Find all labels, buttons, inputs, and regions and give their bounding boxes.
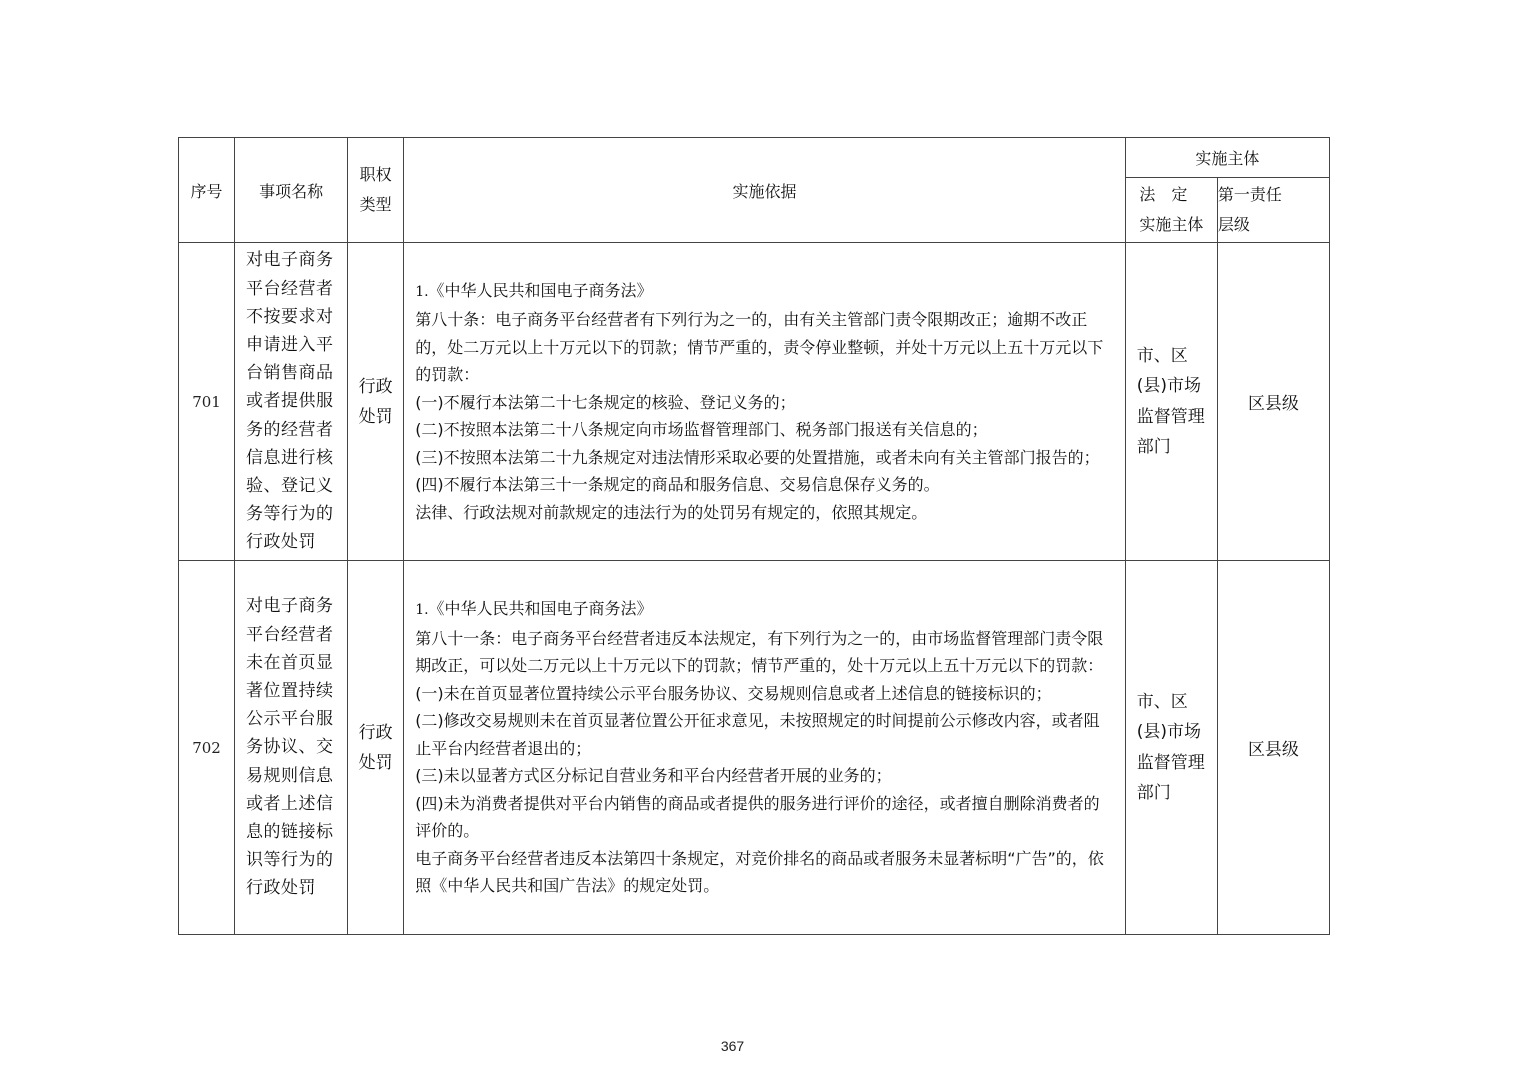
item-name: 对电子商务平台经营者未在首页显著位置持续公示平台服务协议、交易规则信息或者上述信息的链接标识等行为的行政处罚 <box>246 596 334 899</box>
responsibility-level: 区县级 <box>1217 243 1329 561</box>
basis-paragraph: 第八十条：电子商务平台经营者有下列行为之一的，由有关主管部门责令限期改正；逾期不改正的，处二万元以上十万元以下的罚款；情节严重的，责令停业整顿，并处十万元以上五十万元以下的罚款： <box>415 310 1104 385</box>
basis-paragraph: 电子商务平台经营者违反本法第四十条规定，对竞价排名的商品或者服务未显著标明“广告”的，依照《中华人民共和国广告法》的规定处罚。 <box>415 848 1104 896</box>
legal-basis-cell <box>404 561 1126 935</box>
basis-paragraph: (四)未为消费者提供对平台内销售的商品或者提供的服务进行评价的途径，或者擅自删除消费者的评价的。 <box>415 793 1100 841</box>
header-type <box>348 138 404 243</box>
header-name: 事项名称 <box>235 138 348 243</box>
item-name: 对电子商务平台经营者不按要求对申请进入平台销售商品或者提供服务的经营者信息进行核验、登记义务等行为的行政处罚 <box>246 250 334 553</box>
header-legal-subject <box>1125 178 1217 243</box>
authority-type-line1: 行政 <box>358 376 393 397</box>
basis-paragraph: (一)未在首页显著位置持续公示平台服务协议、交易规则信息或者上述信息的链接标识的； <box>415 683 1052 703</box>
header-legal-line1: 法 定 <box>1139 185 1188 204</box>
header-type-line1: 职权 <box>359 165 392 184</box>
law-title-number: 1. <box>415 602 429 619</box>
basis-paragraph: (二)修改交易规则未在首页显著位置公开征求意见，未按照规定的时间提前公示修改内容，或者阻止平台内经营者退出的； <box>415 711 1100 758</box>
authority-type-cell <box>348 243 404 561</box>
header-type-line2: 类型 <box>359 195 392 214</box>
legal-subject: 市、区(县)市场监督管理部门 <box>1125 243 1217 561</box>
basis-paragraph: 法律、行政法规对前款规定的违法行为的处罚另有规定的，依照其规定。 <box>415 502 928 522</box>
enforcement-items-table <box>178 137 1330 935</box>
row-number: 701 <box>179 243 235 561</box>
basis-paragraph: (一)不履行本法第二十七条规定的核验、登记义务的； <box>415 392 796 412</box>
header-basis: 实施依据 <box>404 138 1126 243</box>
law-title-text: 《中华人民共和国电子商务法》 <box>428 599 653 619</box>
legal-basis-cell <box>404 243 1126 561</box>
basis-paragraph: (三)不按照本法第二十九条规定对违法情形采取必要的处置措施，或者未向有关主管部门报告的； <box>415 447 1100 467</box>
table-row <box>179 243 1330 561</box>
item-name-cell <box>235 243 348 561</box>
basis-paragraph: 第八十一条：电子商务平台经营者违反本法规定，有下列行为之一的，由市场监督管理部门责令限期改正，可以处二万元以上十万元以下的罚款；情节严重的，处十万元以上五十万元以下的罚款： <box>415 628 1104 676</box>
authority-type-line2: 处罚 <box>358 406 393 427</box>
header-no: 序号 <box>179 138 235 243</box>
responsibility-level: 区县级 <box>1217 561 1329 935</box>
header-legal-line2: 实施主体 <box>1139 215 1204 234</box>
header-level-line1: 第一责任 <box>1217 185 1282 204</box>
authority-type-cell <box>348 561 404 935</box>
row-number: 702 <box>179 561 235 935</box>
legal-subject: 市、区(县)市场监督管理部门 <box>1125 561 1217 935</box>
basis-paragraph: (三)未以显著方式区分标记自营业务和平台内经营者开展的业务的； <box>415 766 892 786</box>
item-name-cell <box>235 561 348 935</box>
basis-paragraph: (二)不按照本法第二十八条规定向市场监督管理部门、税务部门报送有关信息的； <box>415 420 988 440</box>
basis-paragraph: (四)不履行本法第三十一条规定的商品和服务信息、交易信息保存义务的。 <box>415 475 940 495</box>
authority-type-line1: 行政 <box>358 722 393 743</box>
header-level-line2: 层级 <box>1217 215 1250 234</box>
law-title-text: 《中华人民共和国电子商务法》 <box>428 280 653 300</box>
law-title-number: 1. <box>415 283 429 300</box>
page-number: 367 <box>720 1038 745 1054</box>
table-row <box>179 561 1330 935</box>
header-level <box>1217 178 1329 243</box>
authority-type-line2: 处罚 <box>358 752 393 773</box>
header-subject: 实施主体 <box>1125 138 1329 178</box>
law-title <box>415 277 1115 307</box>
law-title <box>415 595 1115 625</box>
